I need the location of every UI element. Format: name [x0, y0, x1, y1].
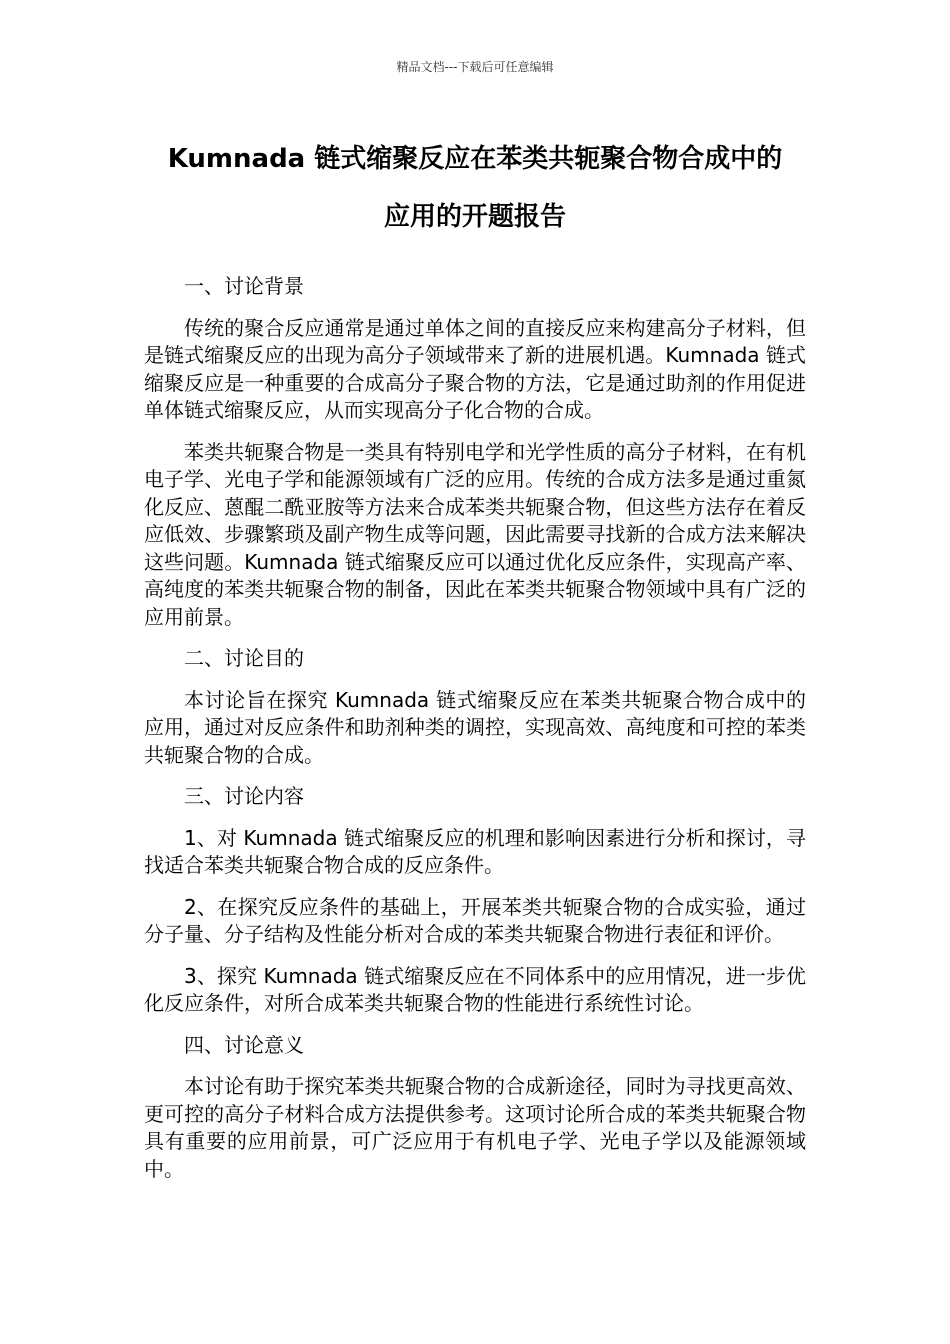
section-heading-significance: 四、讨论意义: [184, 1032, 304, 1057]
section-heading-content: 三、讨论内容: [184, 784, 304, 808]
content-item-1: 1、对 Kumnada 链式缩聚反应的机理和影响因素进行分析和探讨，寻找适合苯类共轭聚合物合成的反应条件。: [144, 825, 806, 877]
document-title-line-2: 应用的开题报告: [383, 202, 566, 232]
paragraph-significance: 本讨论有助于探究苯类共轭聚合物的合成新途径，同时为寻找更高效、更可控的高分子材料合成方法提供参考。这项讨论所合成的苯类共轭聚合物具有重要的应用前景，可广泛应用于有机电子学、光电子学以及能源领域中。: [144, 1074, 806, 1181]
paragraph-background-1: 传统的聚合反应通常是通过单体之间的直接反应来构建高分子材料，但是链式缩聚反应的出现为高分子领域带来了新的进展机遇。Kumnada 链式缩聚反应是一种重要的合成高分子聚合物的方法，它是通过助剂的作用促进单体链式缩聚反应，从而实现高分子化合物的合成。: [144, 315, 806, 422]
content-item-3: 3、探究 Kumnada 链式缩聚反应在不同体系中的应用情况，进一步优化反应条件，对所合成苯类共轭聚合物的性能进行系统性讨论。: [144, 963, 806, 1015]
content-item-2: 2、在探究反应条件的基础上，开展苯类共轭聚合物的合成实验，通过分子量、分子结构及性能分析对合成的苯类共轭聚合物进行表征和评价。: [144, 894, 806, 946]
paragraph-purpose: 本讨论旨在探究 Kumnada 链式缩聚反应在苯类共轭聚合物合成中的应用，通过对反应条件和助剂种类的调控，实现高效、高纯度和可控的苯类共轭聚合物的合成。: [144, 687, 806, 767]
paragraph-background-2: 苯类共轭聚合物是一类具有特别电学和光学性质的高分子材料，在有机电子学、光电子学和能源领域有广泛的应用。传统的合成方法多是通过重氮化反应、蒽醌二酰亚胺等方法来合成苯类共轭聚合物，但这些方法存在着反应低效、步骤繁琐及副产物生成等问题，因此需要寻找新的合成方法来解决这些问题。Kumnada 链式缩聚反应可以通过优化反应条件，实现高产率、高纯度的苯类共轭聚合物的制备，因此在苯类共轭聚合物领域中具有广泛的应用前景。: [144, 439, 806, 629]
header-note: 精品文档---下载后可任意编辑: [396, 60, 554, 74]
section-heading-background: 一、讨论背景: [184, 274, 304, 298]
document-body: [144, 273, 806, 1197]
section-heading-purpose: 二、讨论目的: [184, 646, 304, 670]
document-title-line-1: Kumnada 链式缩聚反应在苯类共轭聚合物合成中的: [167, 144, 783, 174]
